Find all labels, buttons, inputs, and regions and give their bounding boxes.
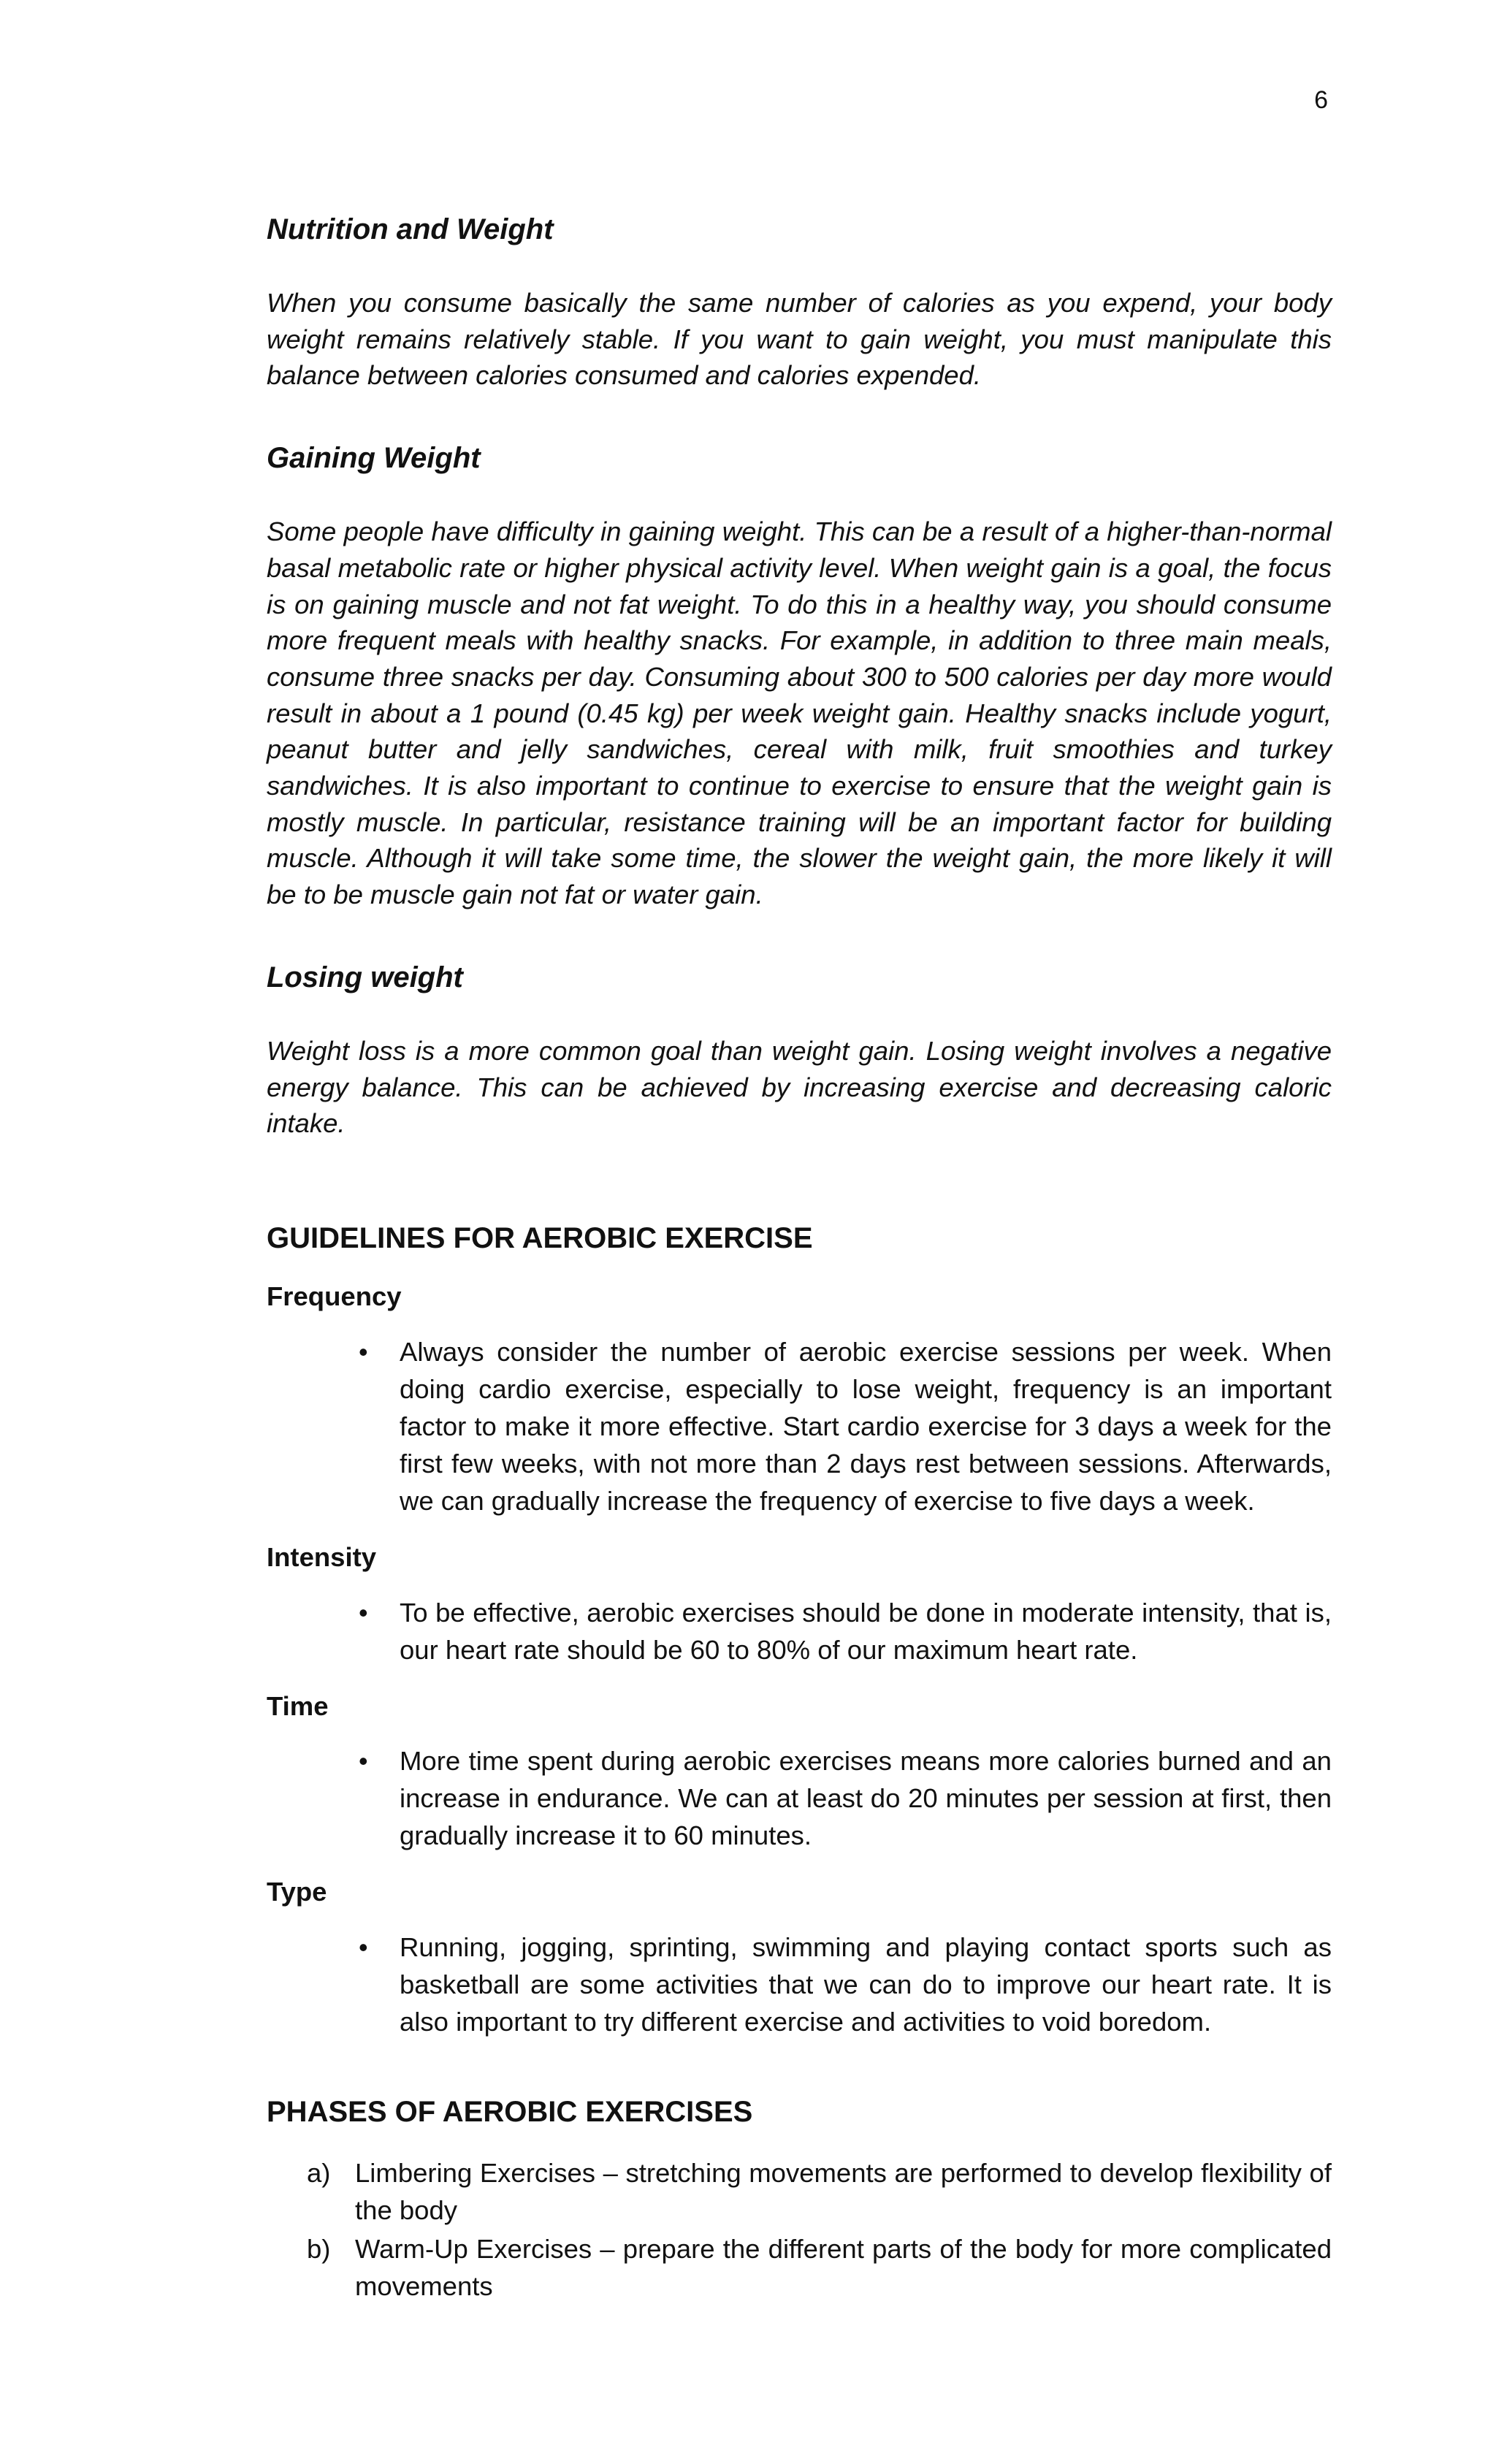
frequency-label: Frequency (267, 1281, 402, 1311)
list-item (359, 1742, 1332, 1854)
spacer (267, 1189, 1332, 1221)
time-text: More time spent during aerobic exercises means more calories burned and an increase in endurance. We can at least do 20 minutes per session at first, then gradually increase it to 60 minutes. (400, 1746, 1332, 1851)
time-list (267, 1742, 1332, 1854)
bullet-icon: • (359, 1932, 368, 1963)
gaining-paragraph: Some people have difficulty in gaining weight. This can be a result of a higher-than-normal basal metabolic rate or higher physical activity level. When weight gain is a goal, the focus is on gaining muscle and not fat weight. To do this in a healthy way, you should consume more frequent meals with healthy snacks. For example, in addition to three main meals, consume three snacks per day. Consuming about 300 to 500 calories per day more would result in about a 1 pound (0.45 kg) per week weight gain. Healthy snacks include yogurt, peanut butter and jelly sandwiches, cereal with milk, fruit smoothies and turkey sandwiches. It is also important to continue to exercise to ensure that the weight gain is mostly muscle. In particular, resistance training will be an important factor for building muscle. Although it will take some time, the slower the weight gain, the more likely it will be to be muscle gain not fat or water gain. (267, 516, 1332, 910)
list-marker: a) (307, 2158, 331, 2189)
guidelines-heading: GUIDELINES FOR AEROBIC EXERCISE (267, 1221, 813, 1254)
frequency-text: Always consider the number of aerobic exercise sessions per week. When doing cardio exercise, especially to lose weight, frequency is an important factor to make it more effective. Start cardio exercise for 3 days a week for the first few weeks, with not more than 2 days rest between sessions. Afterwards, we can gradually increase the frequency of exercise to five days a week. (400, 1336, 1332, 1516)
bullet-icon: • (359, 1746, 368, 1777)
intensity-list (267, 1594, 1332, 1668)
frequency-list (267, 1333, 1332, 1519)
losing-heading: Losing weight (267, 961, 463, 993)
guidelines-section (267, 1221, 1332, 2040)
intensity-label: Intensity (267, 1541, 377, 1572)
phases-heading: PHASES OF AEROBIC EXERCISES (267, 2096, 753, 2129)
list-item (359, 1929, 1332, 2040)
list-item (307, 2230, 1332, 2305)
type-list (267, 1929, 1332, 2040)
losing-section (267, 960, 1332, 1142)
spacer (267, 2062, 1332, 2094)
phase-text: Limbering Exercises – stretching movements are performed to develop flexibility of the body (355, 2158, 1332, 2226)
phase-text: Warm-Up Exercises – prepare the different parts of the body for more complicated movements (355, 2234, 1332, 2302)
bullet-icon: • (359, 1597, 368, 1628)
nutrition-section (267, 212, 1332, 394)
list-item (359, 1333, 1332, 1519)
page-number: 6 (1314, 86, 1328, 114)
list-item (359, 1594, 1332, 1668)
list-marker: b) (307, 2234, 331, 2265)
type-label: Type (267, 1877, 327, 1907)
phases-section (267, 2094, 1332, 2305)
type-text: Running, jogging, sprinting, swimming and playing contact sports such as basketball are some activities that we can do to improve our heart rate. It is also important to try different exercise and activities to void boredom. (400, 1932, 1332, 2037)
losing-paragraph: Weight loss is a more common goal than weight gain. Losing weight involves a negative energy balance. This can be achieved by increasing exercise and decreasing caloric intake. (267, 1035, 1332, 1139)
intensity-text: To be effective, aerobic exercises should be done in moderate intensity, that is, our heart rate should be 60 to 80% of our maximum heart rate. (400, 1597, 1332, 1665)
page-content (267, 212, 1332, 2306)
bullet-icon: • (359, 1336, 368, 1367)
nutrition-paragraph: When you consume basically the same number of calories as you expend, your body weight remains relatively stable. If you want to gain weight, you must manipulate this balance between calories consumed and calories expended. (267, 288, 1332, 391)
gaining-section (267, 440, 1332, 913)
list-item (307, 2154, 1332, 2229)
nutrition-heading: Nutrition and Weight (267, 213, 554, 245)
gaining-heading: Gaining Weight (267, 442, 481, 475)
time-label: Time (267, 1690, 329, 1721)
phases-list (267, 2154, 1332, 2305)
